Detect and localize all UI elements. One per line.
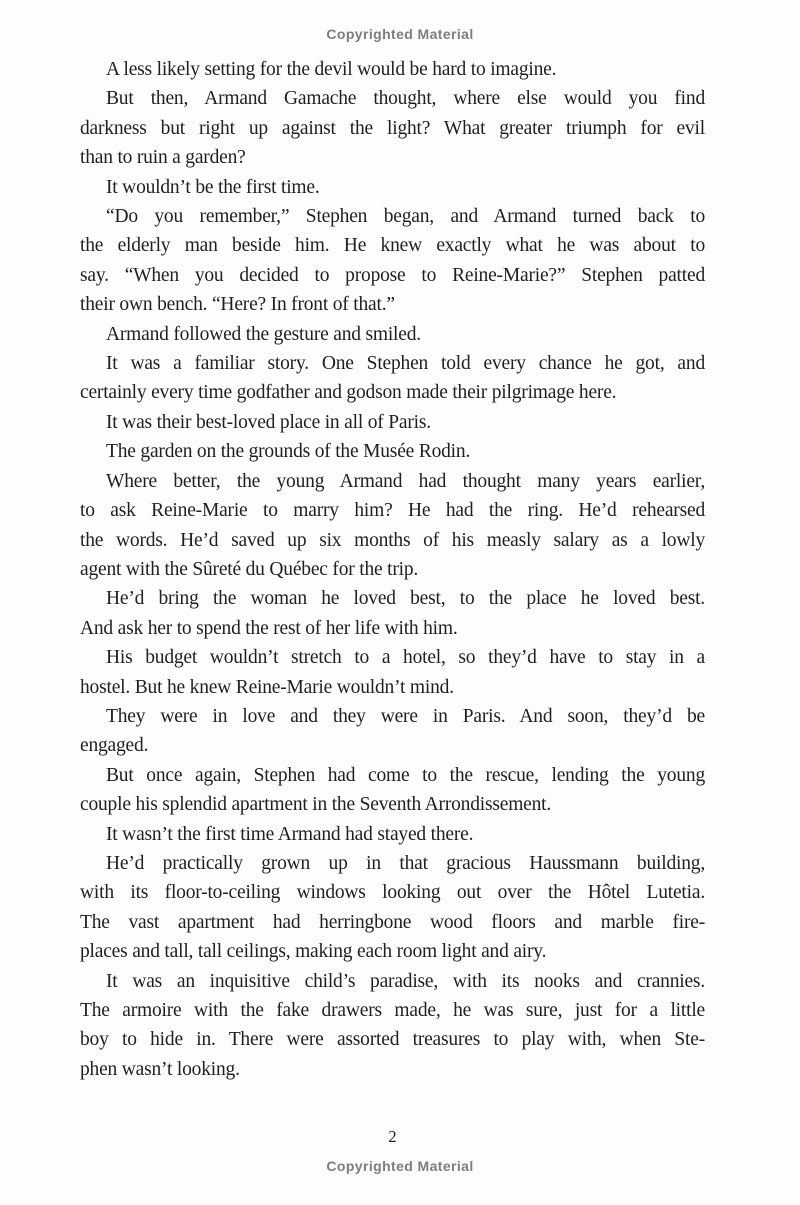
page-body-text xyxy=(80,55,705,1084)
text-line: with its floor-to-ceiling windows looking out over the Hôtel Lutetia. xyxy=(80,882,705,904)
text-line: to ask Reine-Marie to marry him? He had the ring. He’d rehearsed xyxy=(80,500,705,522)
text-line: engaged. xyxy=(80,735,149,757)
text-line: He’d practically grown up in that gracious Haussmann building, xyxy=(106,852,705,874)
text-line: It was their best-loved place in all of Paris. xyxy=(106,411,431,433)
text-line: The garden on the grounds of the Musée Rodin. xyxy=(106,441,471,463)
text-line: hostel. But he knew Reine-Marie wouldn’t mind. xyxy=(80,676,454,698)
text-line: boy to hide in. There were assorted treasures to play with, when Ste- xyxy=(80,1029,705,1051)
text-line: It was an inquisitive child’s paradise, with its nooks and crannies. xyxy=(106,970,705,992)
text-line: agent with the Sûreté du Québec for the trip. xyxy=(80,558,419,580)
text-line: It wasn’t the first time Armand had stayed there. xyxy=(106,823,474,845)
text-line: He’d bring the woman he loved best, to the place he loved best. xyxy=(106,588,705,610)
text-line: And ask her to spend the rest of her life with him. xyxy=(80,617,458,639)
text-line: Where better, the young Armand had thought many years earlier, xyxy=(106,470,705,492)
text-line: They were in love and they were in Paris. And soon, they’d be xyxy=(106,705,705,727)
copyright-notice-top: Copyrighted Material xyxy=(326,26,474,42)
page-number: 2 xyxy=(388,1127,397,1146)
text-line: say. “When you decided to propose to Reine-Marie?” Stephen patted xyxy=(80,264,705,286)
text-line: “Do you remember,” Stephen began, and Armand turned back to xyxy=(106,206,705,228)
text-line: their own bench. “Here? In front of that.” xyxy=(80,294,395,316)
text-line: But then, Armand Gamache thought, where else would you find xyxy=(106,88,705,110)
text-line: The armoire with the fake drawers made, he was sure, just for a little xyxy=(80,1000,705,1021)
text-line: His budget wouldn’t stretch to a hotel, so they’d have to stay in a xyxy=(106,647,705,669)
text-line: than to ruin a garden? xyxy=(80,147,246,169)
text-line: It wouldn’t be the first time. xyxy=(106,176,320,198)
text-line: certainly every time godfather and godson made their pilgrimage here. xyxy=(80,382,617,404)
copyright-notice-bottom: Copyrighted Material xyxy=(326,1158,474,1174)
text-line: the words. He’d saved up six months of his measly salary as a lowly xyxy=(80,529,705,551)
text-line: darkness but right up against the light? What greater triumph for evil xyxy=(80,117,705,139)
text-line: phen wasn’t looking. xyxy=(80,1058,240,1080)
text-line: A less likely setting for the devil would be hard to imagine. xyxy=(106,59,557,80)
text-line: couple his splendid apartment in the Seventh Arrondissement. xyxy=(80,794,552,816)
text-line: places and tall, tall ceilings, making each room light and airy. xyxy=(80,941,547,963)
text-line: The vast apartment had herringbone wood floors and marble fire- xyxy=(80,911,705,933)
text-line: But once again, Stephen had come to the rescue, lending the young xyxy=(106,764,705,786)
text-line: the elderly man beside him. He knew exactly what he was about to xyxy=(80,235,705,257)
text-line: It was a familiar story. One Stephen told every chance he got, and xyxy=(106,353,705,375)
text-line: Armand followed the gesture and smiled. xyxy=(106,323,421,345)
